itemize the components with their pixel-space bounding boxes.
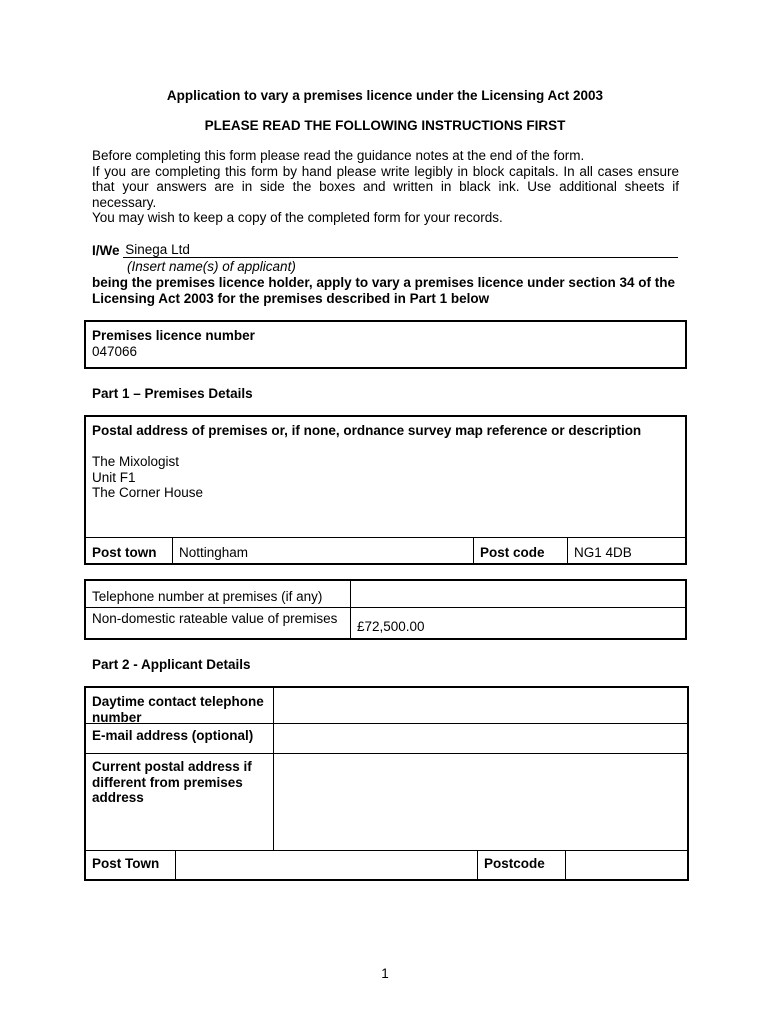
instructions-heading: PLEASE READ THE FOLLOWING INSTRUCTIONS FIRST <box>204 118 566 133</box>
telephone-label: Telephone number at premises (if any) <box>92 589 323 604</box>
applicant-details-box <box>84 686 689 881</box>
part1-heading: Part 1 – Premises Details <box>92 386 253 401</box>
daytime-phone-field[interactable] <box>274 689 685 722</box>
post-code-label: Post code <box>480 545 545 560</box>
post-town-label: Post town <box>92 545 157 560</box>
applicant-name-line <box>92 242 681 258</box>
post-town-field[interactable]: Nottingham <box>179 545 249 560</box>
post-town-label-2: Post Town <box>92 856 160 871</box>
postal-address-field[interactable] <box>274 754 685 849</box>
we-label: I/We <box>92 243 120 258</box>
post-code-field[interactable]: NG1 4DB <box>574 545 632 560</box>
intro-text <box>92 148 679 226</box>
postcode-field-2[interactable] <box>566 851 685 879</box>
intro-line-3: You may wish to keep a copy of the completed form for your records. <box>92 210 503 225</box>
daytime-phone-label: Daytime contact telephone number <box>92 694 264 725</box>
being-statement: being the premises licence holder, apply to vary a premises licence under section 34 of the Licensing Act 2003 for the premises described in Part 1 below <box>92 275 675 306</box>
address-line-2: Unit F1 <box>92 469 136 485</box>
premises-address-box <box>84 415 687 565</box>
post-town-field-2[interactable] <box>176 851 476 879</box>
page-number: 1 <box>381 966 389 981</box>
email-label: E-mail address (optional) <box>92 728 254 743</box>
licence-number-box <box>84 320 687 369</box>
postal-address-label: Current postal address if different from premises address <box>92 759 252 805</box>
form-title: Application to vary a premises licence under the Licensing Act 2003 <box>166 88 604 103</box>
intro-line-2: If you are completing this form by hand please write legibly in block capitals. In all cases ensure that your answers are in side the boxes and written in black ink. Use additional sheets if necessary. <box>92 163 679 210</box>
licence-number-label: Premises licence number <box>92 328 255 343</box>
telephone-field[interactable] <box>351 586 683 606</box>
email-field[interactable] <box>274 724 685 752</box>
licence-number-field[interactable]: 047066 <box>92 344 138 359</box>
address-line-1: The Mixologist <box>92 454 180 469</box>
address-field[interactable] <box>86 451 209 504</box>
part2-heading: Part 2 - Applicant Details <box>92 657 251 672</box>
address-label: Postal address of premises or, if none, ordnance survey map reference or description <box>92 423 642 438</box>
applicant-name-field[interactable]: Sinega Ltd <box>123 242 678 258</box>
rateable-value-label: Non-domestic rateable value of premises <box>92 611 338 626</box>
rateable-value-field[interactable]: £72,500.00 <box>357 619 425 634</box>
postcode-label-2: Postcode <box>484 856 545 871</box>
premises-details-box <box>84 579 687 640</box>
intro-line-1: Before completing this form please read the guidance notes at the end of the form. <box>92 148 585 163</box>
insert-name-hint: (Insert name(s) of applicant) <box>127 259 296 274</box>
address-line-3: The Corner House <box>92 485 204 500</box>
